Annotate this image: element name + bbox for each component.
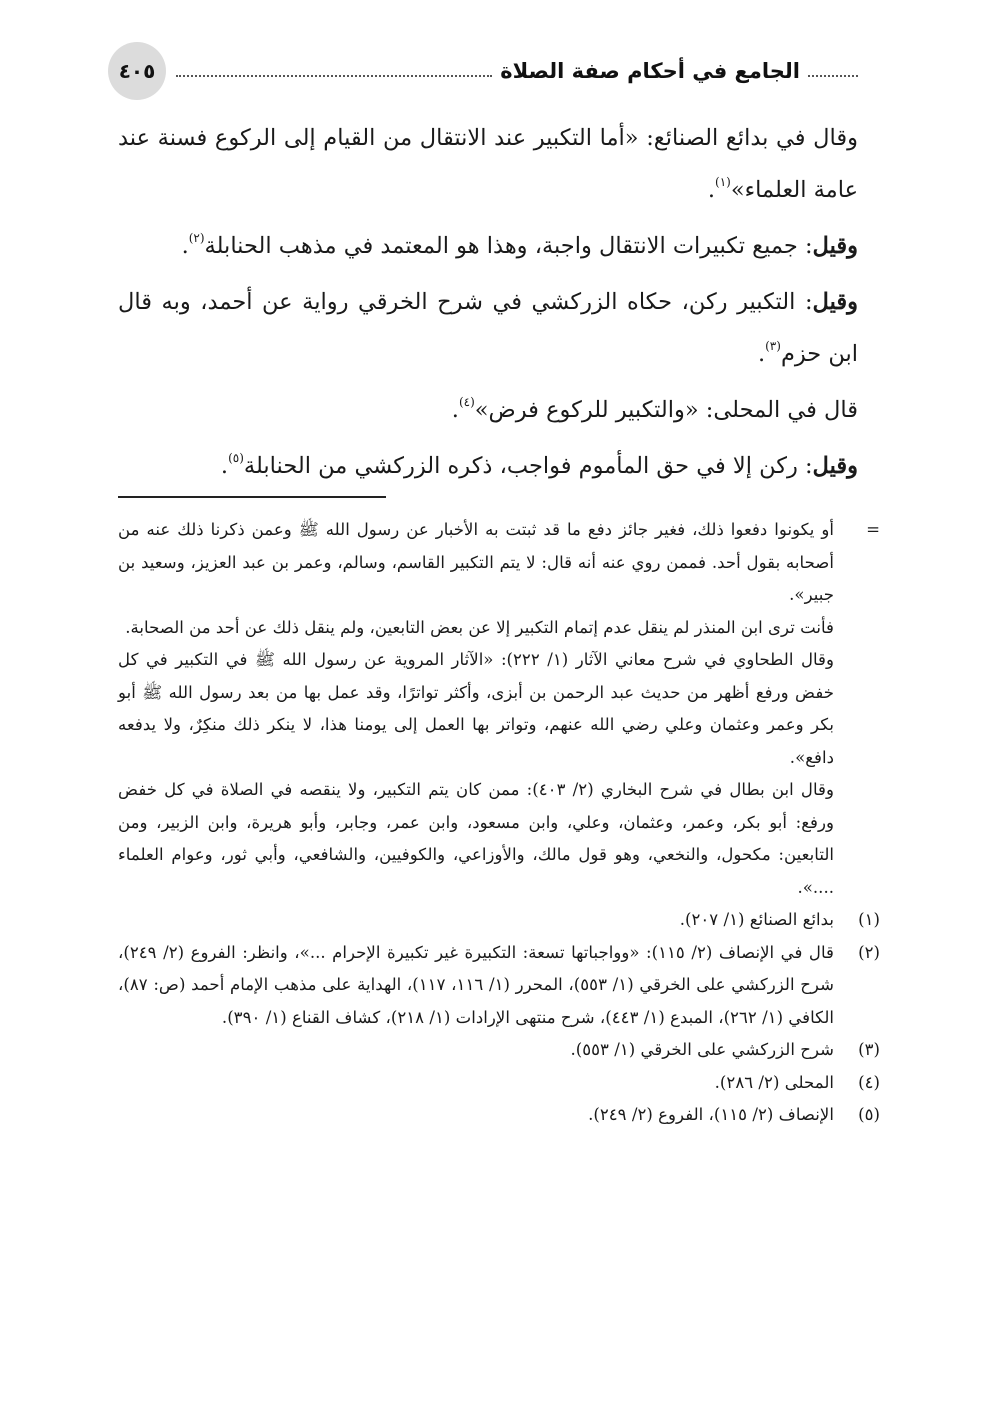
footnote-5-number: (٥) (858, 1105, 880, 1124)
continuation-para-4: وقال ابن بطال في شرح البخاري (٢/ ٤٠٣): ممن كان يتم التكبير، ولا ينقصه في الصلاة في كل خفض ورفع: أبو بكر، وعمر، وعثمان، وعلي، وابن مسعود، وابن عمر، وجابر، وأبو هريرة، وابن الزبير، ومن التابعين: مكحول، والنخعي، وهو قول مالك، والأوزاعي، والكوفيين، والشافعي، وأبي ثور، وعوام العلماء ....». (118, 780, 834, 897)
footnote-2-number: (٢) (858, 942, 880, 962)
main-text (118, 112, 858, 496)
footnote-4-text: المحلى (٢/ ٢٨٦). (714, 1072, 834, 1092)
footnote-5-text: الإنصاف (٢/ ١١٥)، الفروع (٢/ ٢٤٩). (588, 1105, 834, 1124)
paragraph-5: وقيل: ركن إلا في حق المأموم فواجب، ذكره الزركشي من الحنابلة$^{(٥)}$. (220, 451, 858, 479)
footnote-4-number: (٤) (858, 1072, 880, 1092)
paragraph-2: وقيل: جميع تكبيرات الانتقال واجبة، وهذا هو المعتمد في مذهب الحنابلة$^{(٢)}$. (181, 231, 858, 259)
header-dots-left (176, 75, 492, 77)
footnote-ref-1: (١) (715, 175, 731, 189)
footnote-ref-4: (٤) (458, 395, 475, 409)
footnote-continuation (118, 514, 880, 904)
book-title: الجامع في أحكام صفة الصلاة (500, 59, 800, 83)
footnote-5 (118, 1099, 880, 1132)
footnote-3-number: (٣) (858, 1040, 880, 1059)
footnote-ref-2: (٢) (188, 231, 205, 245)
paragraph-3-lead: وقيل (812, 289, 858, 315)
continuation-para-2: فأنت ترى ابن المنذر لم ينقل عدم إتمام التكبير إلا عن بعض التابعين، ولم ينقل ذلك عن أحد من الصحابة. (125, 617, 834, 637)
paragraph-3: وقيل: التكبير ركن، حكاه الزركشي في شرح الخرقي رواية عن أحمد، وبه قال ابن حزم$^{(٣)}$. (118, 289, 858, 367)
footnote-ref-5: (٥) (228, 451, 244, 465)
footnote-4 (118, 1067, 880, 1100)
footnote-1 (118, 904, 880, 937)
footnote-1-text: بدائع الصنائع (١/ ٢٠٧). (679, 910, 834, 929)
footnotes (118, 514, 880, 1132)
footnote-3-text: شرح الزركشي على الخرقي (١/ ٥٥٣). (570, 1040, 834, 1059)
continuation-para-3: وقال الطحاوي في شرح معاني الآثار (١/ ٢٢٢): «الآثار المروية عن رسول الله ﷺ في التكبير في كل خفض ورفع أظهر من حديث عبد الرحمن بن أبزى، وأكثر تواترًا، وقد عمل بها من بعد رسول الله ﷺ أبو بكر وعمر وعثمان وعلي رضي الله عنهم، وتواتر بها العمل إلى يومنا هذا، لا ينكر ذلك منكِرٌ، ولا يدفعه دافع». (118, 650, 834, 767)
page-number: ٤٠٥ (108, 42, 166, 100)
footnote-ref-3: (٣) (765, 339, 781, 353)
footnote-1-number: (١) (858, 910, 880, 929)
footnote-2-text: قال في الإنصاف (٢/ ١١٥): «وواجباتها تسعة: التكبيرة غير تكبيرة الإحرام ...»، وانظر: الفروع (٢/ ٢٤٩)، شرح الزركشي على الخرقي (١/ ٥٥٣)، المحرر (١/ ١١٦، ١١٧)، الهداية على مذهب الإمام أحمد (ص: ٨٧)، الكافي (١/ ٢٦٢)، المبدع (١/ ٤٤٣)، شرح منتهى الإرادات (١/ ٢١٨)، كشاف القناع (١/ ٣٩٠). (118, 942, 834, 1027)
paragraph-4: قال في المحلى: «والتكبير للركوع فرض»$^{(٤)}$. (451, 395, 858, 423)
continuation-text (118, 514, 834, 904)
paragraph-1: وقال في بدائع الصنائع: «أما التكبير عند الانتقال من القيام إلى الركوع فسنة عند عامة العلماء»$^{(١)}$. (118, 125, 858, 203)
paragraph-4-text: قال في المحلى: «والتكبير للركوع فرض» (474, 397, 858, 423)
paragraph-2-text: : جميع تكبيرات الانتقال واجبة، وهذا هو المعتمد في مذهب الحنابلة (204, 233, 813, 259)
footnote-2 (118, 937, 880, 1035)
paragraph-5-text: : ركن إلا في حق المأموم فواجب، ذكره الزركشي من الحنابلة (243, 453, 813, 479)
paragraph-5-lead: وقيل (812, 453, 858, 479)
continuation-para-1: أو يكونوا دفعوا ذلك، فغير جائز دفع ما قد ثبتت به الأخبار عن رسول الله ﷺ وعمن ذكرنا ذلك عنه من أصحابه بقول أحد. فممن روي عنه أنه قال: لا يتم التكبير القاسم، وسالم، وعمر بن عبد العزيز، وسعيد بن جبير». (118, 520, 834, 604)
running-header (108, 46, 858, 96)
paragraph-2-lead: وقيل (812, 233, 858, 259)
paragraph-3-text: : التكبير ركن، حكاه الزركشي في شرح الخرقي رواية عن أحمد، وبه قال ابن حزم (118, 289, 858, 367)
continuation-marker: = (866, 520, 880, 539)
footnote-3 (118, 1034, 880, 1067)
header-dots-right (808, 75, 858, 77)
book-page (118, 0, 880, 1417)
footnote-separator (118, 496, 386, 498)
paragraph-1-text: وقال في بدائع الصنائع: «أما التكبير عند الانتقال من القيام إلى الركوع فسنة عند عامة العلماء» (118, 125, 858, 203)
